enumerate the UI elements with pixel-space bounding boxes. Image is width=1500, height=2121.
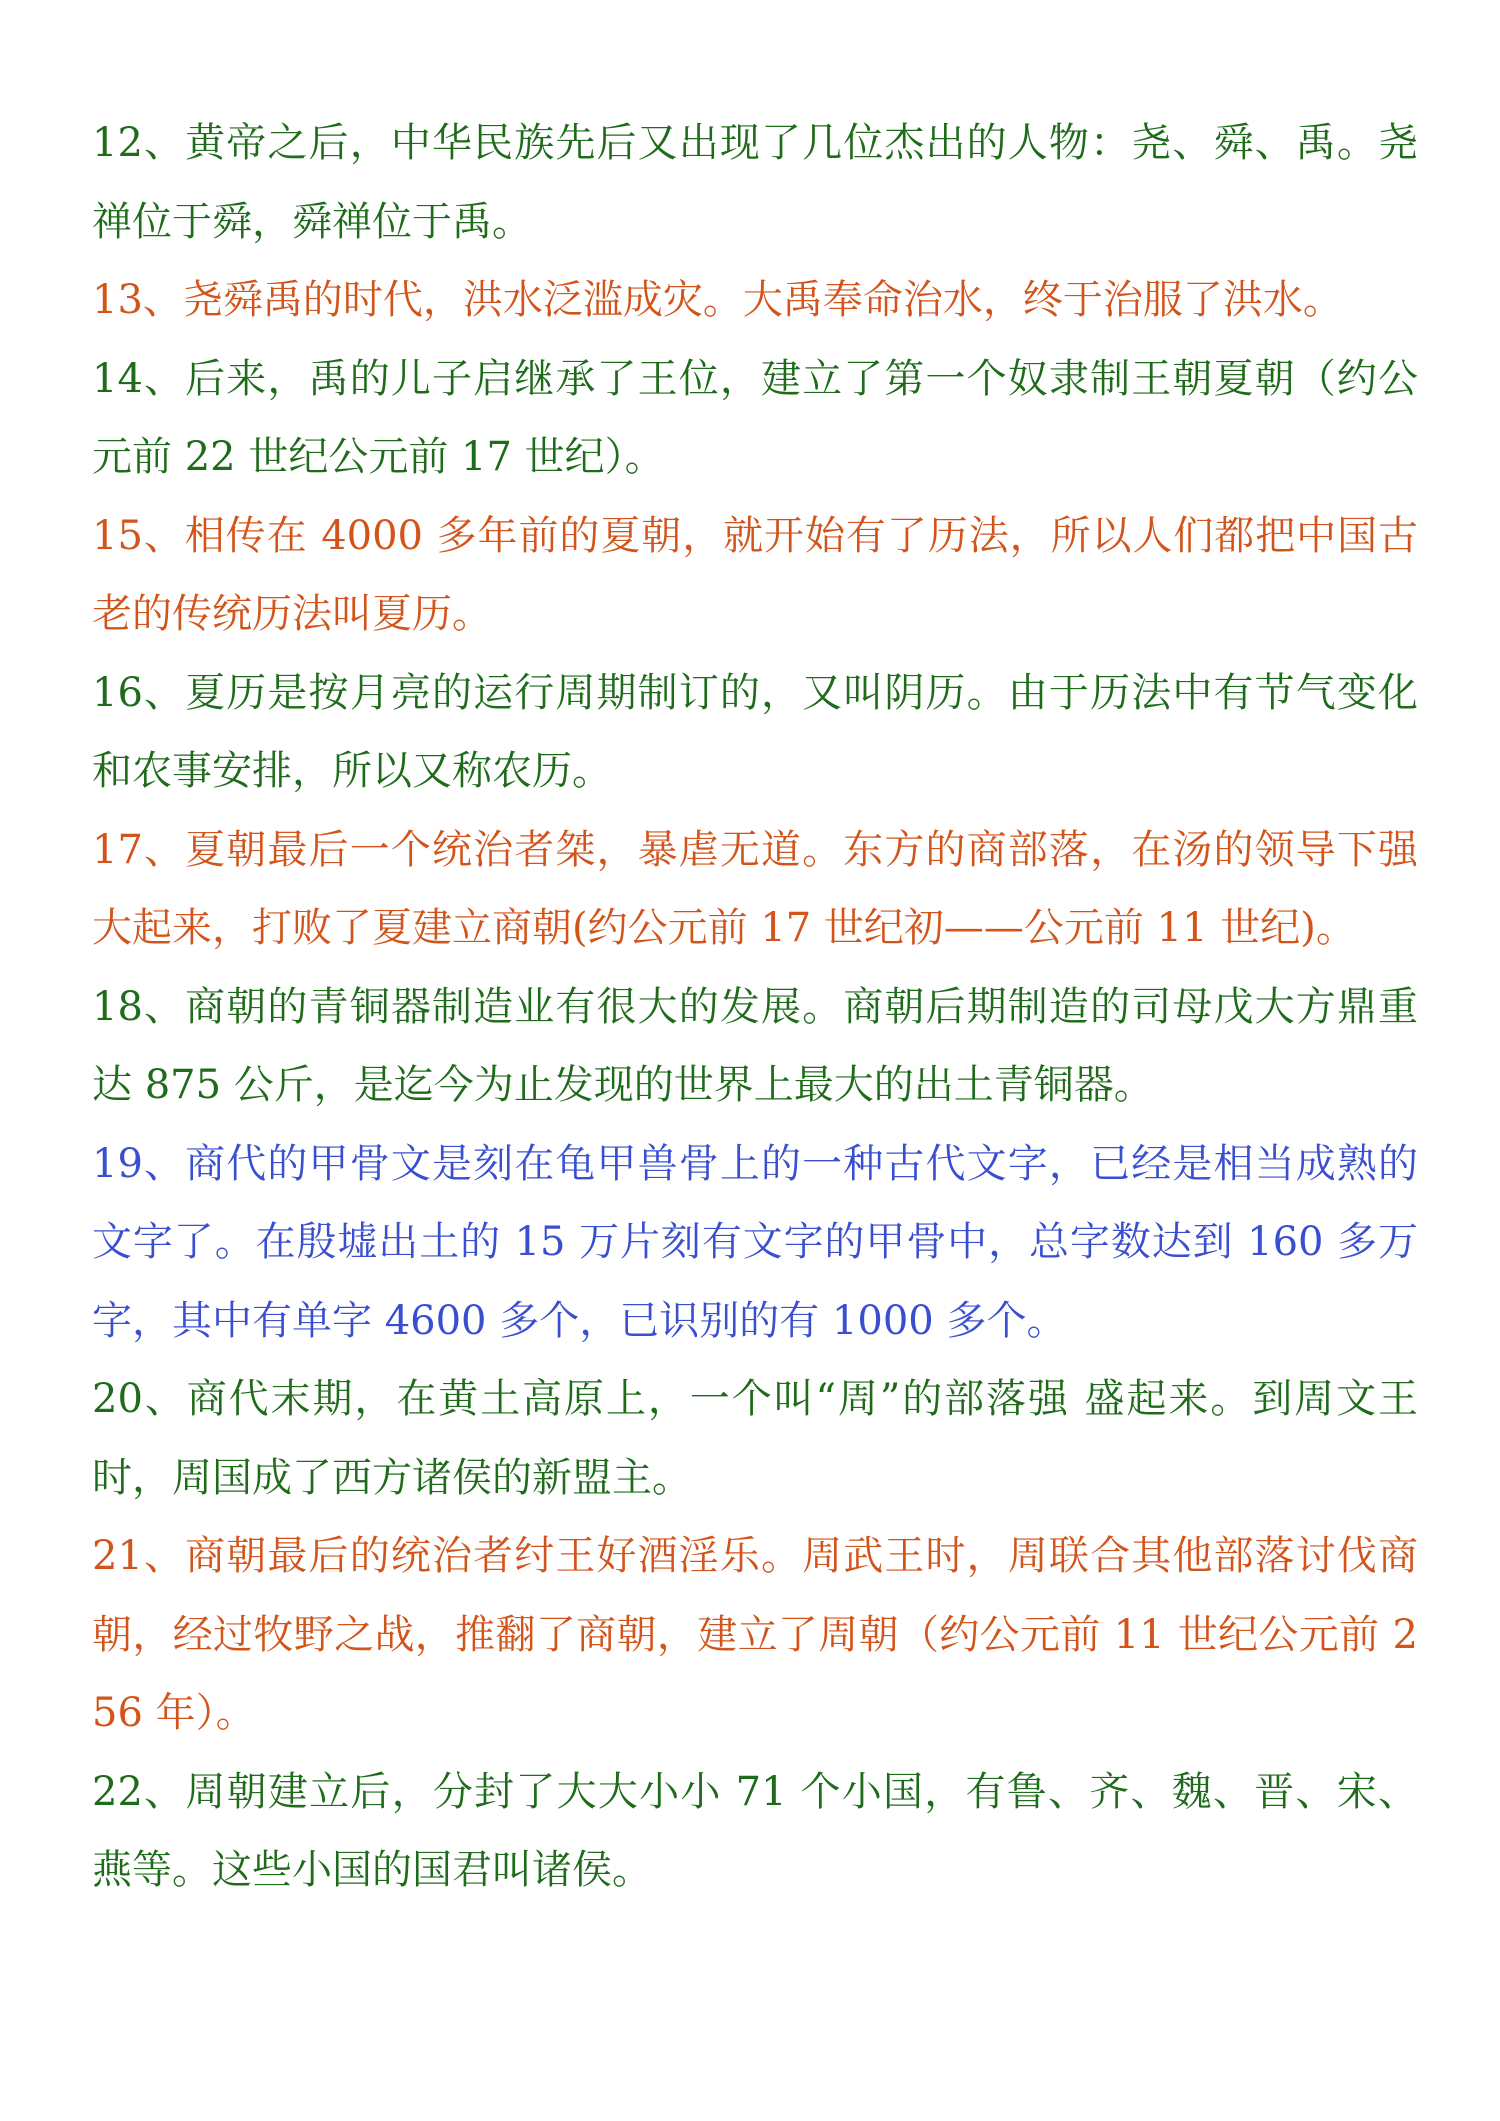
item-18: 18、商朝的青铜器制造业有很大的发展。商朝后期制造的司母戊大方鼎重达 875 公斤，是迄今为止发现的世界上最大的出土青铜器。 [92, 983, 1418, 1108]
item-22: 22、周朝建立后，分封了大大小小 71 个小国，有鲁、齐、魏、晋、宋、燕等。这些小国的国君叫诸侯。 [92, 1768, 1418, 1893]
item-17: 17、夏朝最后一个统治者桀，暴虐无道。东方的商部落，在汤的领导下强大起来，打败了夏建立商朝(约公元前 17 世纪初——公元前 11 世纪)。 [92, 826, 1418, 951]
item-15: 15、相传在 4000 多年前的夏朝，就开始有了历法，所以人们都把中国古老的传统历法叫夏历。 [92, 512, 1418, 637]
item-14: 14、后来，禹的儿子启继承了王位，建立了第一个奴隶制王朝夏朝（约公元前 22 世纪公元前 17 世纪）。 [92, 355, 1418, 480]
item-21: 21、商朝最后的统治者纣王好酒淫乐。周武王时，周联合其他部落讨伐商朝，经过牧野之战，推翻了商朝，建立了周朝（约公元前 11 世纪公元前 256 年）。 [92, 1533, 1418, 1736]
item-13: 13、尧舜禹的时代，洪水泛滥成灾。大禹奉命治水，终于治服了洪水。 [92, 277, 1343, 323]
item-19: 19、商代的甲骨文是刻在龟甲兽骨上的一种古代文字，已经是相当成熟的文字了。在殷墟出土的 15 万片刻有文字的甲骨中，总字数达到 160 多万字，其中有单字 4600 多个，已识别的有 1000 多个。 [92, 1140, 1418, 1344]
item-16: 16、夏历是按月亮的运行周期制订的，又叫阴历。由于历法中有节气变化和农事安排，所以又称农历。 [92, 669, 1418, 794]
history-notes-page [92, 104, 1418, 1910]
item-12: 12、黄帝之后，中华民族先后又出现了几位杰出的人物：尧、舜、禹。尧禅位于舜，舜禅位于禹。 [92, 120, 1418, 245]
item-20: 20、商代末期，在黄土高原上，一个叫“周”的部落强 盛起来。到周文王时，周国成了西方诸侯的新盟主。 [92, 1376, 1418, 1501]
